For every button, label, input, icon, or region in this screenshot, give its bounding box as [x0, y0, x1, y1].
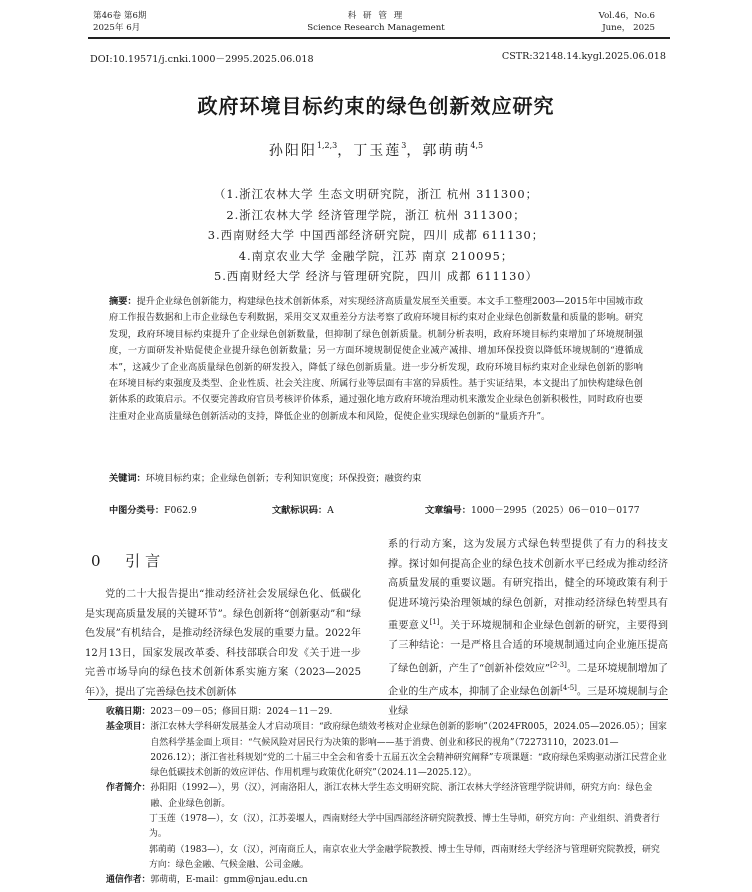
header-left — [93, 10, 147, 34]
affiliation: 2.浙江农林大学 经济管理学院，浙江 杭州 311300； — [226, 207, 526, 222]
author-name: 丁玉莲 — [353, 143, 402, 159]
author-separator: ， — [406, 143, 423, 159]
received-value: 2023－09－05；修回日期：2024－11－29. — [150, 707, 333, 717]
doc-value: A — [327, 505, 334, 516]
author-name: 孙阳阳 — [268, 143, 317, 159]
author-bio: 郭萌萌（1983—），女（汉），河南商丘人，南京农业大学金融学院教授、博士生导师，西南财经大学经济与管理研究院教授，研究方向：绿色金融、气候金融、公司金融。 — [149, 844, 660, 870]
clc-label: 中图分类号： — [109, 505, 165, 516]
affiliation: 5.西南财经大学 经济与管理研究院，四川 成都 611130） — [213, 269, 539, 284]
citation[interactable]: [1] — [429, 618, 440, 627]
author-name: 郭萌萌 — [422, 143, 471, 159]
article-number — [425, 502, 640, 516]
affiliation: 3.西南财经大学 中国西部经济研究院，四川 成都 611130； — [207, 228, 545, 243]
doi: DOI:10.19571/j.cnki.1000－2995.2025.06.018 — [90, 54, 314, 65]
fund-label: 基金项目： — [106, 722, 151, 733]
author-bio-text: 孙阳阳（1992—），男（汉），河南洛阳人，浙江农林大学生态文明研究院、浙江农林大学经济管理学院讲师，研究方向：绿色金融、企业绿色创新。 — [150, 783, 653, 809]
header-rule — [88, 37, 670, 39]
body-column-right — [388, 535, 668, 721]
header-vol-issue-en: Vol.46，No.6 — [598, 11, 655, 21]
journal-name-en: Science Research Management — [307, 23, 445, 33]
body-text: 系的行动方案，这为发展方式绿色转型提供了有力的科技支撑。探讨如何提高企业的绿色技术创新水平已经成为推动经济高质量发展的重要议题。有研究指出，健全的环境政策有利于促进环境污染治理领域的绿色创新，对推动经济绿色转型具有重要意义 — [388, 539, 668, 632]
author-affil-marker: 3 — [401, 141, 407, 150]
body-paragraph: 党的二十大报告提出“推动经济社会发展绿色化、低碳化是实现高质量发展的关键环节”。绿色创新将“创新驱动”和“绿色发展”有机结合，是推动经济绿色发展的重要力量。2022年12月13日，国家发展改革委、科技部联合印发《关于进一步完善市场导向的绿色技术创新体系实施方案（2023—2025年）》，提出了完善绿色技术创新体 — [85, 589, 361, 698]
abstract-label: 摘要： — [109, 296, 137, 307]
author-bio: 丁玉莲（1978—），女（汉），江苏姜堰人，西南财经大学中国西部经济研究院教授、博士生导师，研究方向：产业组织、消费者行为。 — [149, 814, 660, 840]
footnote-rule — [88, 699, 668, 700]
journal-name-cn: 科 研 管 理 — [347, 11, 405, 21]
author-bio-label: 作者简介： — [106, 783, 151, 794]
received-label: 收稿日期： — [106, 707, 151, 717]
body-text: 。二是环境规制增加了企业的生产成本，抑制了企业绿色创新 — [388, 663, 668, 698]
corr-label: 通信作者： — [106, 875, 151, 886]
document-code — [272, 502, 334, 516]
body-paragraph — [388, 535, 668, 721]
clc-number — [109, 502, 197, 516]
fund-info — [106, 720, 668, 781]
section-title: 引言 — [125, 552, 166, 570]
footnotes — [106, 705, 668, 889]
corresponding-author — [106, 873, 668, 888]
doc-label: 文献标识码： — [272, 505, 328, 516]
author-affil-marker: 4,5 — [470, 141, 484, 150]
body-text: 。关于环境规制和企业绿色创新的研究，主要得到了三种结论：一是严格且合适的环境规制通过向企业施压提高了绿色创新，产生了“创新补偿效应” — [388, 620, 669, 675]
body-text: 。三是环境规制与企业绿 — [388, 686, 669, 717]
author-bio — [106, 781, 668, 812]
abstract — [109, 294, 643, 425]
article-title: 政府环境目标约束的绿色创新效应研究 — [197, 94, 555, 118]
affiliation: （1.浙江农林大学 生态文明研究院，浙江 杭州 311300； — [213, 187, 539, 201]
affiliation: 4.南京农业大学 金融学院，江苏 南京 210095； — [238, 248, 514, 263]
corr-text[interactable]: 郭萌萌，E-mail：gmm@njau.edu.cn — [150, 875, 308, 886]
clc-value: F062.9 — [164, 505, 197, 516]
author-list — [0, 140, 752, 160]
header-date-en: June， 2025 — [602, 23, 655, 33]
body-column-left — [85, 585, 361, 703]
fund-text: 浙江农林大学科研发展基金人才启动项目：“政府绿色绩效考核对企业绿色创新的影响”（2024FR005，2024.05—2026.05）；国家自然科学基金面上项目：“气候风险对居民行为决策的影响——基于消费、创业和移民的视角”（72273110，2023.01—2026.12）；浙江省社科规划“党的二十届三中全会和省委十五届五次全会精神研究阐释”专项课题：“政府绿色采购驱动浙江民营企业绿色低碳技术创新的效应评估、作用机理与政策优化研究”（2024.11—2025.12）。 — [150, 722, 667, 779]
header-center — [276, 10, 476, 34]
citation[interactable]: [4-5] — [560, 683, 577, 692]
header-date-cn: 2025年 6月 — [93, 23, 141, 33]
keywords-label: 关键词： — [109, 473, 146, 484]
header-vol-issue-cn: 第46卷 第6期 — [93, 11, 147, 21]
citation[interactable]: [2-3] — [550, 660, 567, 669]
abstract-text: 提升企业绿色创新能力，构建绿色技术创新体系，对实现经济高质量发展至关重要。本文手工整理2003—2015年中国城市政府工作报告数据和上市企业绿色专利数据，采用交叉双重差分方法考察了政府环境目标约束对企业绿色创新数量和质量的影响。研究发现，政府环境目标约束提升了企业绿色创新数量，但抑制了绿色创新质量。机制分析表明，政府环境目标约束增加了环境规制强度，一方面研发补贴促使企业提升绿色创新数量；另一方面环境规制促使企业减产减排、增加环保投资以降低环境规制的“遵循成本”，这减少了企业高质量绿色创新的研发投入，降低了绿色创新质量。进一步分析发现，政府环境目标约束对企业绿色创新的影响在环境目标约束强度及类型、企业性质、社会关注度、所属行业等层面有丰富的异质性。基于实证结果，本文提出了加快构建绿色创新体系的政策启示。不仅要完善政府官员考核评价体系，通过强化地方政府环境治理动机来激发企业绿色创新积极性，同时政府也要注重对企业高质量绿色创新活动的支持，降低企业的创新成本和风险，促使企业实现绿色创新的“量质齐升”。 — [109, 296, 644, 422]
keywords-text: 环境目标约束；企业绿色创新；专利知识宽度；环保投资；融资约束 — [145, 473, 422, 484]
received-date — [106, 705, 668, 720]
author-separator: ， — [337, 143, 354, 159]
section-heading — [91, 550, 165, 571]
keywords — [109, 470, 421, 484]
section-number: 0 — [91, 552, 106, 570]
art-label: 文章编号： — [425, 505, 471, 516]
cstr: CSTR:32148.14.kygl.2025.06.018 — [501, 51, 666, 62]
author-affil-marker: 1,2,3 — [316, 141, 338, 150]
affiliation-list — [0, 184, 752, 287]
art-value: 1000－2995（2025）06－010－0177 — [470, 505, 640, 516]
header-right — [599, 10, 655, 34]
